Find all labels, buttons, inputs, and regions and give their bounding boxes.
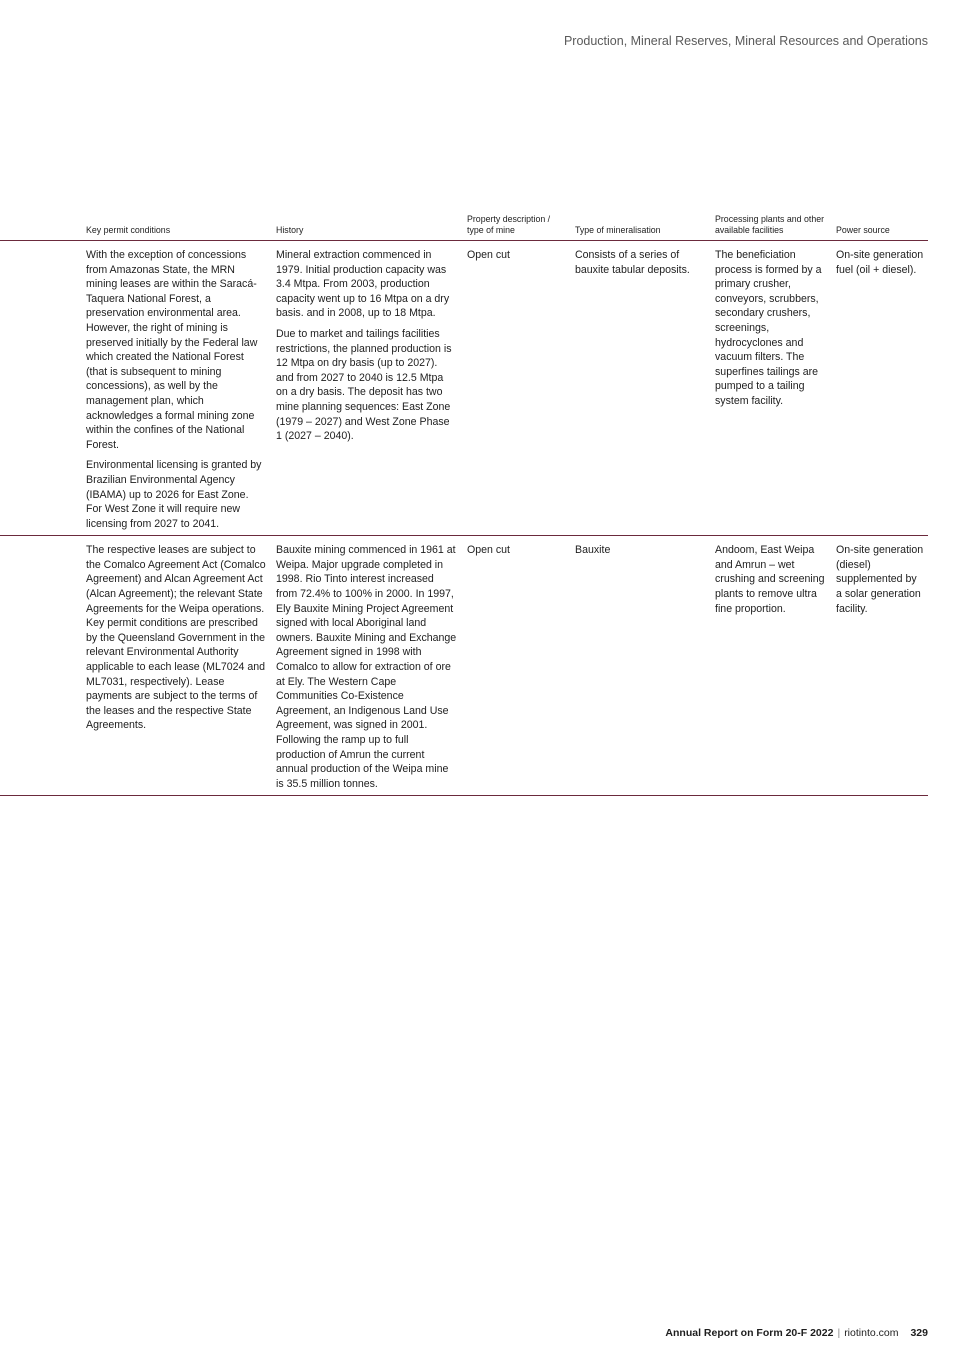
column-header-power: Power source: [830, 214, 928, 241]
cell-key-permit: [80, 536, 270, 796]
row-spacer: [0, 241, 80, 536]
column-header-property: Property description / type of mine: [461, 214, 569, 241]
page-number: 329: [910, 1327, 928, 1339]
table-row: [0, 241, 928, 536]
footer-report-title: Annual Report on Form 20-F 2022: [665, 1327, 834, 1339]
history-paragraph: Bauxite mining commenced in 1961 at Weipa. Major upgrade completed in 1998. Rio Tinto interest increased from 72.4% to 100% in 2000. In 1997, Ely Bauxite Mining Project Agreement signed with local Aboriginal land owners. Bauxite Mining and Exchange Agreement signed in 1998 with Comalco to allow for extraction of ore at Ely. The Western Cape Communities Co-Existence Agreement, an Indigenous Land Use Agreement, was signed in 2001. Following the ramp up to full production of Amrun the current annual production of the Weipa mine is 35.5 million tonnes.: [276, 544, 457, 790]
cell-history: [270, 241, 461, 536]
history-paragraph: Mineral extraction commenced in 1979. Initial production capacity was 3.4 Mtpa. From 2003, production capacity went up to 16 Mtpa on a dry basis. and in 2008, up to 18 Mtpa.: [276, 249, 450, 320]
column-header-processing: Processing plants and other available facilities: [709, 214, 830, 241]
footer-separator: |: [837, 1327, 841, 1339]
column-header-history: History: [270, 214, 461, 241]
cell-mineralisation: Consists of a series of bauxite tabular deposits.: [569, 241, 709, 536]
key-permit-paragraph: With the exception of concessions from Amazonas State, the MRN mining leases are within the Saracá-Taquera National Forest, a preservation environmental area. However, the right of mining is preserved initially by the Federal law which created the National Forest (that is subsequent to mining concessions), as well by the management plan, which acknowledges a formal mining zone within the confines of the National Forest.: [86, 249, 258, 451]
cell-mineralisation: Bauxite: [569, 536, 709, 796]
table-row: [0, 536, 928, 796]
page-header-title: Production, Mineral Reserves, Mineral Resources and Operations: [563, 34, 928, 48]
page-footer: [665, 1327, 928, 1339]
column-header-key-permit: Key permit conditions: [80, 214, 270, 241]
cell-processing: Andoom, East Weipa and Amrun – wet crushing and screening plants to remove ultra fine proportion.: [709, 536, 830, 796]
table-header-row: [0, 214, 928, 241]
cell-history: [270, 536, 461, 796]
header-spacer: [0, 214, 80, 241]
cell-property: Open cut: [461, 536, 569, 796]
footer-website: riotinto.com: [844, 1327, 899, 1339]
cell-power: On-site generation fuel (oil + diesel).: [830, 241, 928, 536]
cell-property: Open cut: [461, 241, 569, 536]
history-paragraph: Due to market and tailings facilities restrictions, the planned production is 12 Mtpa on dry basis (up to 2027). and from 2027 to 2040 is 12.5 Mtpa on a dry basis. The deposit has two mine planning sequences: East Zone (1979 – 2027) and West Zone Phase 1 (2027 – 2040).: [276, 327, 452, 443]
cell-key-permit: [80, 241, 270, 536]
column-header-mineralisation: Type of mineralisation: [569, 214, 709, 241]
operations-table: [0, 214, 928, 796]
cell-power: On-site generation (diesel) supplemented by a solar generation facility.: [830, 536, 928, 796]
row-spacer: [0, 536, 80, 796]
key-permit-paragraph: Environmental licensing is granted by Brazilian Environmental Agency (IBAMA) up to 2026 for East Zone. For West Zone it will require new licensing from 2027 to 2041.: [86, 459, 262, 530]
cell-processing: The beneficiation process is formed by a primary crusher, conveyors, scrubbers, secondary crushers, screenings, hydrocyclones and vacuum filters. The superfines tailings are pumped to a tailing system facility.: [709, 241, 830, 536]
key-permit-paragraph: The respective leases are subject to the Comalco Agreement Act (Comalco Agreement) and Alcan Agreement Act (Alcan Agreement); the relevant State Agreements for the Weipa operations. Key permit conditions are prescribed by the Queensland Government in the relevant Environmental Authority applicable to each lease (ML7024 and ML7031, respectively). Lease payments are subject to the terms of the leases and the respective State Agreements.: [86, 544, 266, 732]
